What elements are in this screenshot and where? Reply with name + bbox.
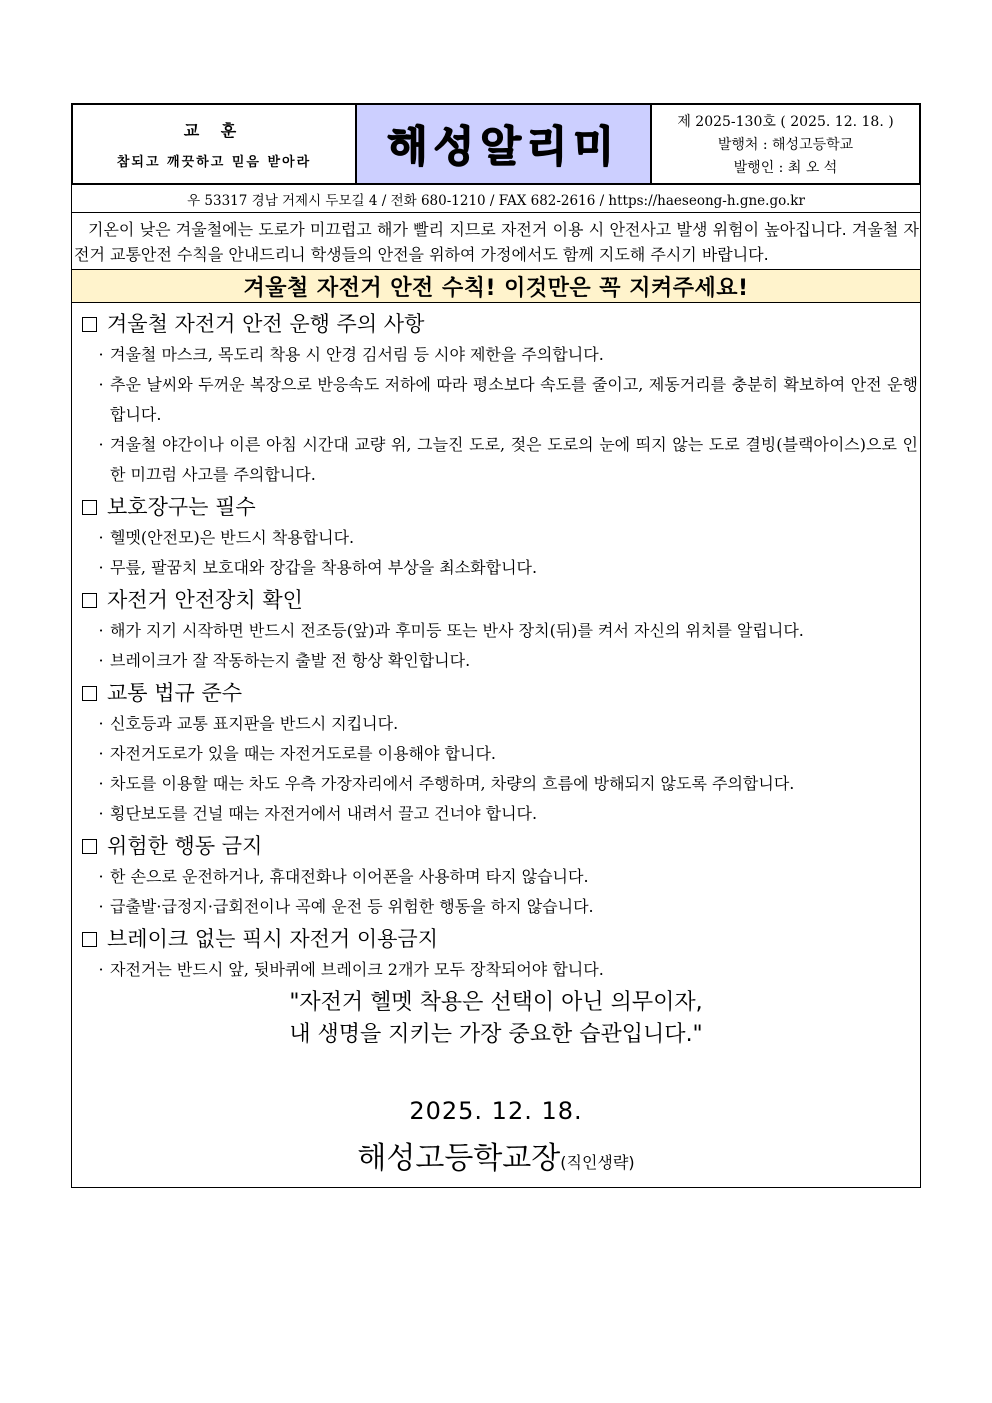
section-title: [82, 830, 920, 862]
section-title-label: 자전거 안전장치 확인: [107, 588, 303, 612]
list-item-text: 겨울철 야간이나 이른 아침 시간대 교량 위, 그늘진 도로, 젖은 도로의 눈에 띄지 않는 도로 결빙(블랙아이스)으로 인한 미끄럼 사고를 주의합니다.: [110, 435, 918, 484]
newsletter-banner: [356, 105, 652, 183]
bullet-dot-icon: ·: [98, 528, 104, 547]
list-item-text: 자전거는 반드시 앞, 뒷바퀴에 브레이크 2개가 모두 장착되어야 합니다.: [110, 960, 604, 979]
list-item-text: 급출발·급정지·급회전이나 곡예 운전 등 위험한 행동을 하지 않습니다.: [110, 897, 594, 916]
bullet-dot-icon: ·: [98, 621, 104, 640]
checkbox-square-icon: [82, 932, 97, 947]
list-item: [82, 616, 920, 646]
bullet-dot-icon: ·: [98, 744, 104, 763]
quote-line-2: 내 생명을 지키는 가장 중요한 습관입니다.": [289, 1022, 703, 1047]
list-item-text: 무릎, 팔꿈치 보호대와 장갑을 착용하여 부상을 최소화합니다.: [110, 558, 538, 577]
list-item-text: 해가 지기 시작하면 반드시 전조등(앞)과 후미등 또는 반사 장치(뒤)를 켜서 자신의 위치를 알립니다.: [110, 621, 804, 640]
checkbox-square-icon: [82, 686, 97, 701]
motto-title: 교 훈: [183, 121, 245, 140]
notice-body: [71, 213, 921, 1188]
checkbox-square-icon: [82, 593, 97, 608]
bullet-dot-icon: ·: [98, 804, 104, 823]
list-item-text: 브레이크가 잘 작동하는지 출발 전 항상 확인합니다.: [110, 651, 471, 670]
list-item: [82, 769, 920, 799]
section-title: [82, 584, 920, 616]
newsletter-title: 해성알리미: [387, 122, 620, 171]
quote: [72, 987, 920, 1051]
list-item-text: 횡단보도를 건널 때는 자전거에서 내려서 끌고 건너야 합니다.: [110, 804, 538, 823]
list-item-text: 겨울철 마스크, 목도리 착용 시 안경 김서림 등 시야 제한을 주의합니다.: [110, 345, 604, 364]
list-item-text: 한 손으로 운전하거나, 휴대전화나 이어폰을 사용하며 타지 않습니다.: [110, 867, 589, 886]
bullet-dot-icon: ·: [98, 714, 104, 733]
checkbox-square-icon: [82, 317, 97, 332]
bullet-dot-icon: ·: [98, 774, 104, 793]
issuer: 발행인 : 최 오 석: [733, 160, 838, 177]
list-item-text: 신호등과 교통 표지판을 반드시 지킵니다.: [110, 714, 399, 733]
quote-line-1: "자전거 헬멧 착용은 선택이 아닌 의무이자,: [289, 990, 703, 1015]
list-item-text: 헬멧(안전모)은 반드시 착용합니다.: [110, 528, 355, 547]
section-title-label: 보호장구는 필수: [107, 495, 256, 519]
section-title-label: 위험한 행동 금지: [107, 834, 263, 858]
section-title-label: 브레이크 없는 픽시 자전거 이용금지: [107, 927, 438, 951]
list-item-text: 추운 날씨와 두꺼운 복장으로 반응속도 저하에 따라 평소보다 속도를 줄이고, 제동거리를 충분히 확보하여 안전 운행합니다.: [110, 375, 918, 424]
list-item: [82, 553, 920, 583]
headline-band: 겨울철 자전거 안전 수칙! 이것만은 꼭 지켜주세요!: [72, 269, 920, 303]
signature: [72, 1133, 920, 1187]
list-item: [82, 862, 920, 892]
section-title-label: 교통 법규 준수: [107, 681, 243, 705]
school-motto: [73, 105, 356, 183]
list-item: [82, 892, 920, 922]
checkbox-square-icon: [82, 500, 97, 515]
section-title-label: 겨울철 자전거 안전 운행 주의 사항: [107, 312, 425, 336]
bullet-dot-icon: ·: [98, 897, 104, 916]
list-item: [82, 799, 920, 829]
address-line: 우 53317 경남 거제시 두모길 4 / 전화 680-1210 / FAX 682-2616 / https://haeseong-h.gne.go.kr: [71, 185, 921, 213]
bullet-dot-icon: ·: [98, 345, 104, 364]
section-title: [82, 308, 920, 340]
bullet-dot-icon: ·: [98, 558, 104, 577]
checkbox-square-icon: [82, 839, 97, 854]
list-item: [82, 646, 920, 676]
list-item: [82, 340, 920, 370]
list-item-text: 차도를 이용할 때는 차도 우측 가장자리에서 주행하며, 차량의 흐름에 방해되지 않도록 주의합니다.: [110, 774, 795, 793]
list-item: [82, 739, 920, 769]
list-item-text: 자전거도로가 있을 때는 자전거도로를 이용해야 합니다.: [110, 744, 497, 763]
list-item: [82, 523, 920, 553]
section-title: [82, 923, 920, 955]
motto-text: 참되고 깨끗하고 믿음 받아라: [116, 155, 312, 170]
seal-note: (직인생략): [560, 1153, 635, 1172]
masthead: [71, 103, 921, 185]
list-item: [82, 430, 920, 490]
bullet-dot-icon: ·: [98, 435, 104, 454]
issue-date: 2025. 12. 18.: [409, 1097, 583, 1125]
signer-name: 해성고등학교장: [357, 1141, 561, 1176]
publisher: 발행처 : 해성고등학교: [717, 136, 854, 153]
bullet-dot-icon: ·: [98, 375, 104, 394]
intro-paragraph: 기온이 낮은 겨울철에는 도로가 미끄럽고 해가 빨리 지므로 자전거 이용 시 안전사고 발생 위험이 높아집니다. 겨울철 자전거 교통안전 수칙을 안내드리니 학생들의 안전을 위하여 가정에서도 함께 지도해 주시기 바랍니다.: [74, 220, 919, 264]
list-item: [82, 955, 920, 985]
newsletter-page: [71, 103, 921, 1188]
section-title: [82, 677, 920, 709]
list-item: [82, 709, 920, 739]
section-title: [82, 491, 920, 523]
list-item: [82, 370, 920, 430]
sections-container: [72, 303, 920, 985]
bullet-dot-icon: ·: [98, 867, 104, 886]
issue-info: [652, 105, 919, 183]
bullet-dot-icon: ·: [98, 651, 104, 670]
issue-number: 제 2025-130호 ( 2025. 12. 18. ): [677, 113, 894, 130]
bullet-dot-icon: ·: [98, 960, 104, 979]
